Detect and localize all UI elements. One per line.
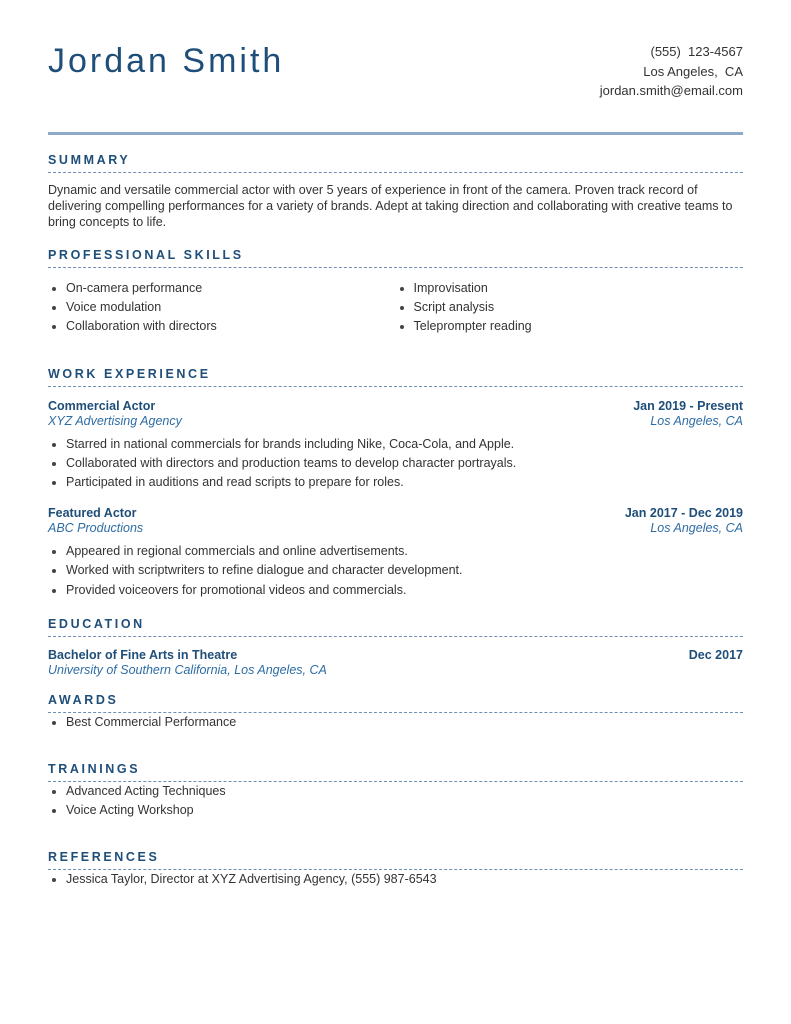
job-company: ABC Productions — [48, 521, 144, 536]
job-bullet: Appeared in regional commercials and online advertisements. — [48, 542, 743, 561]
education-degree-row — [48, 648, 743, 663]
contact-location: Los Angeles, CA — [643, 63, 743, 79]
job-bullet: Worked with scriptwriters to refine dialogue and character development. — [48, 561, 743, 580]
skill-item: Teleprompter reading — [396, 317, 744, 336]
trainings-section — [48, 762, 743, 820]
job-company-row — [48, 521, 743, 536]
skill-item: Improvisation — [396, 279, 744, 298]
skills-section — [48, 248, 743, 337]
job-dates: Jan 2017 - Dec 2019 — [624, 506, 743, 521]
summary-text: Dynamic and versatile commercial actor with over 5 years of experience in front of the camera. Proven track record of delivering compelling performances for a variety of brands. Adept at taking direction and collaborating with creative teams to bring concepts to life. — [48, 183, 733, 229]
awards-section — [48, 693, 743, 732]
references-list — [48, 870, 743, 889]
skill-item: On-camera performance — [48, 279, 396, 298]
training-item: Advanced Acting Techniques — [48, 782, 743, 801]
education-entry — [48, 648, 743, 678]
job-dates: Jan 2019 - Present — [633, 398, 743, 413]
references-section — [48, 850, 743, 889]
section-title-references: REFERENCES — [48, 850, 743, 870]
section-title-skills: PROFESSIONAL SKILLS — [48, 248, 743, 268]
education-school: University of Southern California, Los Angeles, CA — [48, 662, 327, 677]
section-title-experience: WORK EXPERIENCE — [48, 367, 743, 387]
job-entry — [48, 506, 743, 600]
award-item: Best Commercial Performance — [48, 713, 743, 732]
reference-item: Jessica Taylor, Director at XYZ Advertising Agency, (555) 987-6543 — [48, 870, 743, 889]
job-bullet: Provided voiceovers for promotional videos and commercials. — [48, 581, 743, 600]
job-entry — [48, 399, 743, 493]
job-bullet: Starred in national commercials for brands including Nike, Coca-Cola, and Apple. — [48, 435, 743, 454]
training-item: Voice Acting Workshop — [48, 801, 743, 820]
section-title-education: EDUCATION — [48, 617, 743, 637]
job-title-row — [48, 399, 743, 414]
job-bullets — [48, 435, 743, 493]
summary-section — [48, 153, 743, 230]
contact-email[interactable]: jordan.smith@email.com — [599, 83, 743, 98]
skill-item: Collaboration with directors — [48, 317, 396, 336]
skills-columns — [48, 279, 743, 337]
skill-item: Voice modulation — [48, 298, 396, 317]
section-title-summary: SUMMARY — [48, 153, 743, 173]
job-bullet: Collaborated with directors and production teams to develop character portrayals. — [48, 454, 743, 473]
job-bullet: Participated in auditions and read scripts to prepare for roles. — [48, 473, 743, 492]
job-location: Los Angeles, CA — [650, 413, 743, 428]
experience-section — [48, 367, 743, 600]
trainings-list — [48, 782, 743, 820]
job-bullets — [48, 542, 743, 600]
awards-list — [48, 713, 743, 732]
skills-right-list — [396, 279, 744, 337]
section-title-awards: AWARDS — [48, 693, 743, 713]
education-degree: Bachelor of Fine Arts in Theatre — [48, 647, 238, 662]
education-date: Dec 2017 — [688, 647, 743, 662]
education-school-row — [48, 663, 743, 678]
skills-left-list — [48, 279, 396, 337]
resume-header — [48, 0, 743, 132]
candidate-name: Jordan Smith — [48, 42, 285, 80]
header-divider — [48, 132, 743, 135]
skill-item: Script analysis — [396, 298, 744, 317]
job-role: Commercial Actor — [48, 398, 156, 413]
job-title-row — [48, 506, 743, 521]
job-company: XYZ Advertising Agency — [48, 413, 182, 428]
education-section — [48, 617, 743, 678]
job-role: Featured Actor — [48, 506, 137, 521]
contact-phone: (555) 123-4567 — [650, 44, 743, 59]
section-title-trainings: TRAININGS — [48, 762, 743, 782]
contact-info — [600, 42, 743, 101]
job-location: Los Angeles, CA — [650, 521, 743, 536]
job-company-row — [48, 414, 743, 429]
